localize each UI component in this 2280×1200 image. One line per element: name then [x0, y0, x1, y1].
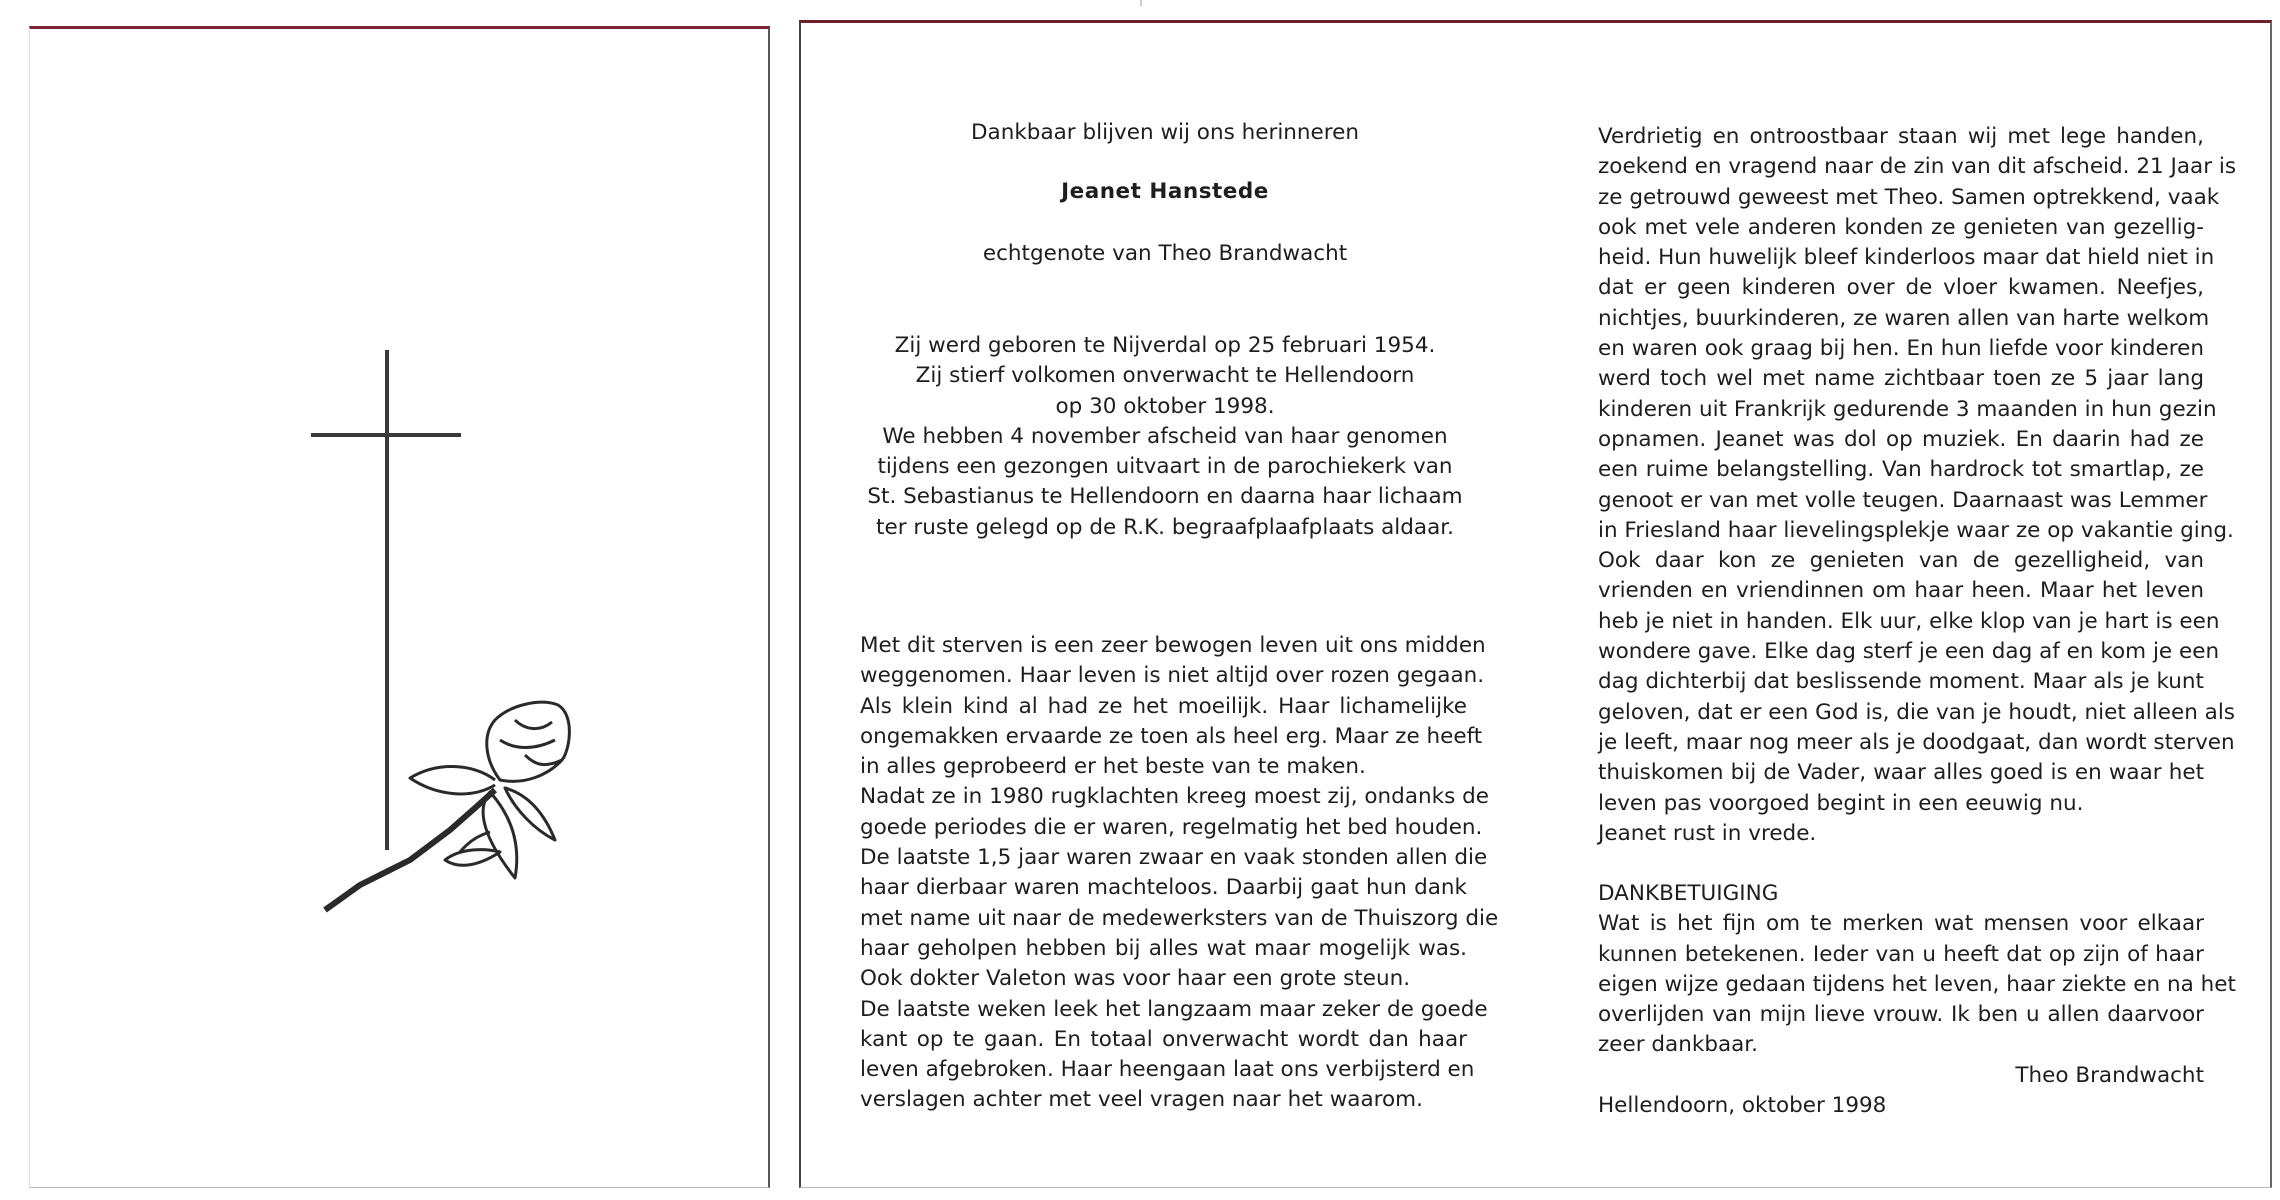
signature: Theo Brandwacht — [2015, 1062, 2204, 1088]
text-line: in alles geprobeerd er het beste van te maken. — [860, 754, 1366, 780]
fact-line: tijdens een gezongen uitvaart in de parochiekerk van — [877, 454, 1453, 480]
text-line: haar geholpen hebben bij alles wat maar mogelijk was. — [860, 935, 1467, 961]
text-line: ongemakken ervaarde ze toen als heel erg. Maar ze heeft — [860, 723, 1483, 749]
text-line: De laatste weken leek het langzaam maar zeker de goede — [860, 996, 1488, 1022]
text-line: Nadat ze in 1980 rugklachten kreeg moest zij, ondanks de — [860, 784, 1489, 810]
text-line: ook met vele anderen konden ze genieten van gezellig- — [1598, 214, 2204, 240]
text-line: vrienden en vriendinnen om haar heen. Maar het leven — [1598, 578, 2204, 604]
place-date: Hellendoorn, oktober 1998 — [1598, 1093, 1887, 1119]
text-line: dag dichterbij dat beslissende moment. Maar als je kunt — [1598, 669, 2204, 695]
text-line: thuiskomen bij de Vader, waar alles goed is en waar het — [1598, 760, 2204, 786]
text-line: weggenomen. Haar leven is niet altijd over rozen gegaan. — [860, 663, 1485, 689]
spouse-line: echtgenote van Theo Brandwacht — [982, 241, 1348, 266]
text-line: kant op te gaan. En totaal onverwacht wordt dan haar — [860, 1026, 1467, 1052]
text-line: Verdrietig en ontroostbaar staan wij met lege handen, — [1598, 124, 2204, 149]
text-line: leven pas voorgoed begint in een eeuwig nu. — [1598, 790, 2084, 816]
life-story-column — [860, 631, 1499, 1116]
fact-line: We hebben 4 november afscheid van haar genomen — [882, 423, 1448, 449]
text-line: Ook daar kon ze genieten van de gezelligheid, van — [1598, 548, 2204, 574]
fact-line: Zij stierf volkomen onverwacht te Hellendoorn — [915, 363, 1415, 389]
text-line: zoekend en vragend naar de zin van dit afscheid. 21 Jaar is — [1598, 154, 2237, 180]
text-line: dat er geen kinderen over de vloer kwamen. Neefjes, — [1598, 275, 2204, 301]
fact-line: op 30 oktober 1998. — [1055, 393, 1275, 419]
facts-block — [860, 331, 1470, 543]
thanks-section — [1598, 879, 2236, 1121]
text-line: haar dierbaar waren machteloos. Daarbij gaat hun dank — [860, 875, 1467, 901]
cross-icon-horizontal-beam — [311, 433, 461, 437]
fact-line: ter ruste gelegd op de R.K. begraafplaafplaats aldaar. — [876, 514, 1454, 540]
fact-line: Zij werd geboren te Nijverdal op 25 februari 1954. — [894, 333, 1436, 358]
thanks-line: kunnen betekenen. Ieder van u heeft dat op zijn of haar — [1598, 941, 2204, 967]
text-line: wondere gave. Elke dag sterf je een dag af en kom je een — [1598, 639, 2220, 665]
text-line: ze getrouwd geweest met Theo. Samen optrekkend, vaak — [1598, 184, 2220, 210]
thanks-line: zeer dankbaar. — [1598, 1032, 1759, 1058]
text-line: genoot er van met volle teugen. Daarnaast was Lemmer — [1598, 487, 2208, 513]
text-line: opnamen. Jeanet was dol op muziek. En daarin had ze — [1598, 426, 2204, 452]
text-line: nichtjes, buurkinderen, ze waren allen van harte welkom — [1598, 305, 2210, 331]
text-line: Ook dokter Valeton was voor haar een grote steun. — [860, 966, 1411, 992]
deceased-name: Jeanet Hanstede — [1061, 179, 1269, 204]
text-line: heb je niet in handen. Elk uur, elke klop van je hart is een — [1598, 608, 2220, 634]
card-front-panel — [29, 26, 770, 1188]
text-line: Met dit sterven is een zeer bewogen leven uit ons midden — [860, 633, 1486, 658]
text-line: De laatste 1,5 jaar waren zwaar en vaak stonden allen die — [860, 845, 1488, 871]
text-line: goede periodes die er waren, regelmatig het bed houden. — [860, 814, 1483, 840]
text-line: geloven, dat er een God is, die van je houdt, niet alleen als — [1598, 699, 2236, 725]
text-line: leven afgebroken. Haar heengaan laat ons verbijsterd en — [860, 1057, 1475, 1083]
thanks-line: Wat is het fijn om te merken wat mensen voor elkaar — [1598, 911, 2204, 937]
text-line: een ruime belangstelling. Van hardrock tot smartlap, ze — [1598, 457, 2204, 483]
thanks-line: overlijden van mijn lieve vrouw. Ik ben u allen daarvoor — [1598, 1002, 2204, 1028]
thanks-line: eigen wijze gedaan tijdens het leven, haar ziekte en na het — [1598, 971, 2236, 997]
text-line: en waren ook graag bij hen. En hun liefde voor kinderen — [1598, 336, 2204, 362]
text-line: met name uit naar de medewerksters van de Thuiszorg die — [860, 905, 1499, 931]
text-line: in Friesland haar lievelingsplekje waar ze op vakantie ging. — [1598, 517, 2234, 543]
text-line: kinderen uit Frankrijk gedurende 3 maanden in hun gezin — [1598, 396, 2217, 422]
text-line: verslagen achter met veel vragen naar het waarom. — [860, 1087, 1423, 1113]
text-line: werd toch wel met name zichtbaar toen ze 5 jaar lang — [1598, 366, 2204, 392]
intro-line: Dankbaar blijven wij ons herinneren — [970, 120, 1359, 145]
reflection-column — [1598, 122, 2237, 849]
text-line: Als klein kind al had ze het moeilijk. Haar lichamelijke — [860, 693, 1467, 719]
fact-line: St. Sebastianus te Hellendoorn en daarna haar lichaam — [867, 484, 1463, 510]
text-line: Jeanet rust in vrede. — [1598, 820, 1817, 846]
fold-mark — [1140, 0, 1142, 6]
text-line: je leeft, maar nog meer als je doodgaat, dan wordt sterven — [1598, 729, 2235, 755]
thanks-heading: DANKBETUIGING — [1598, 881, 1779, 906]
rose-icon — [300, 680, 600, 940]
text-line: heid. Hun huwelijk bleef kinderloos maar dat hield niet in — [1598, 245, 2215, 271]
